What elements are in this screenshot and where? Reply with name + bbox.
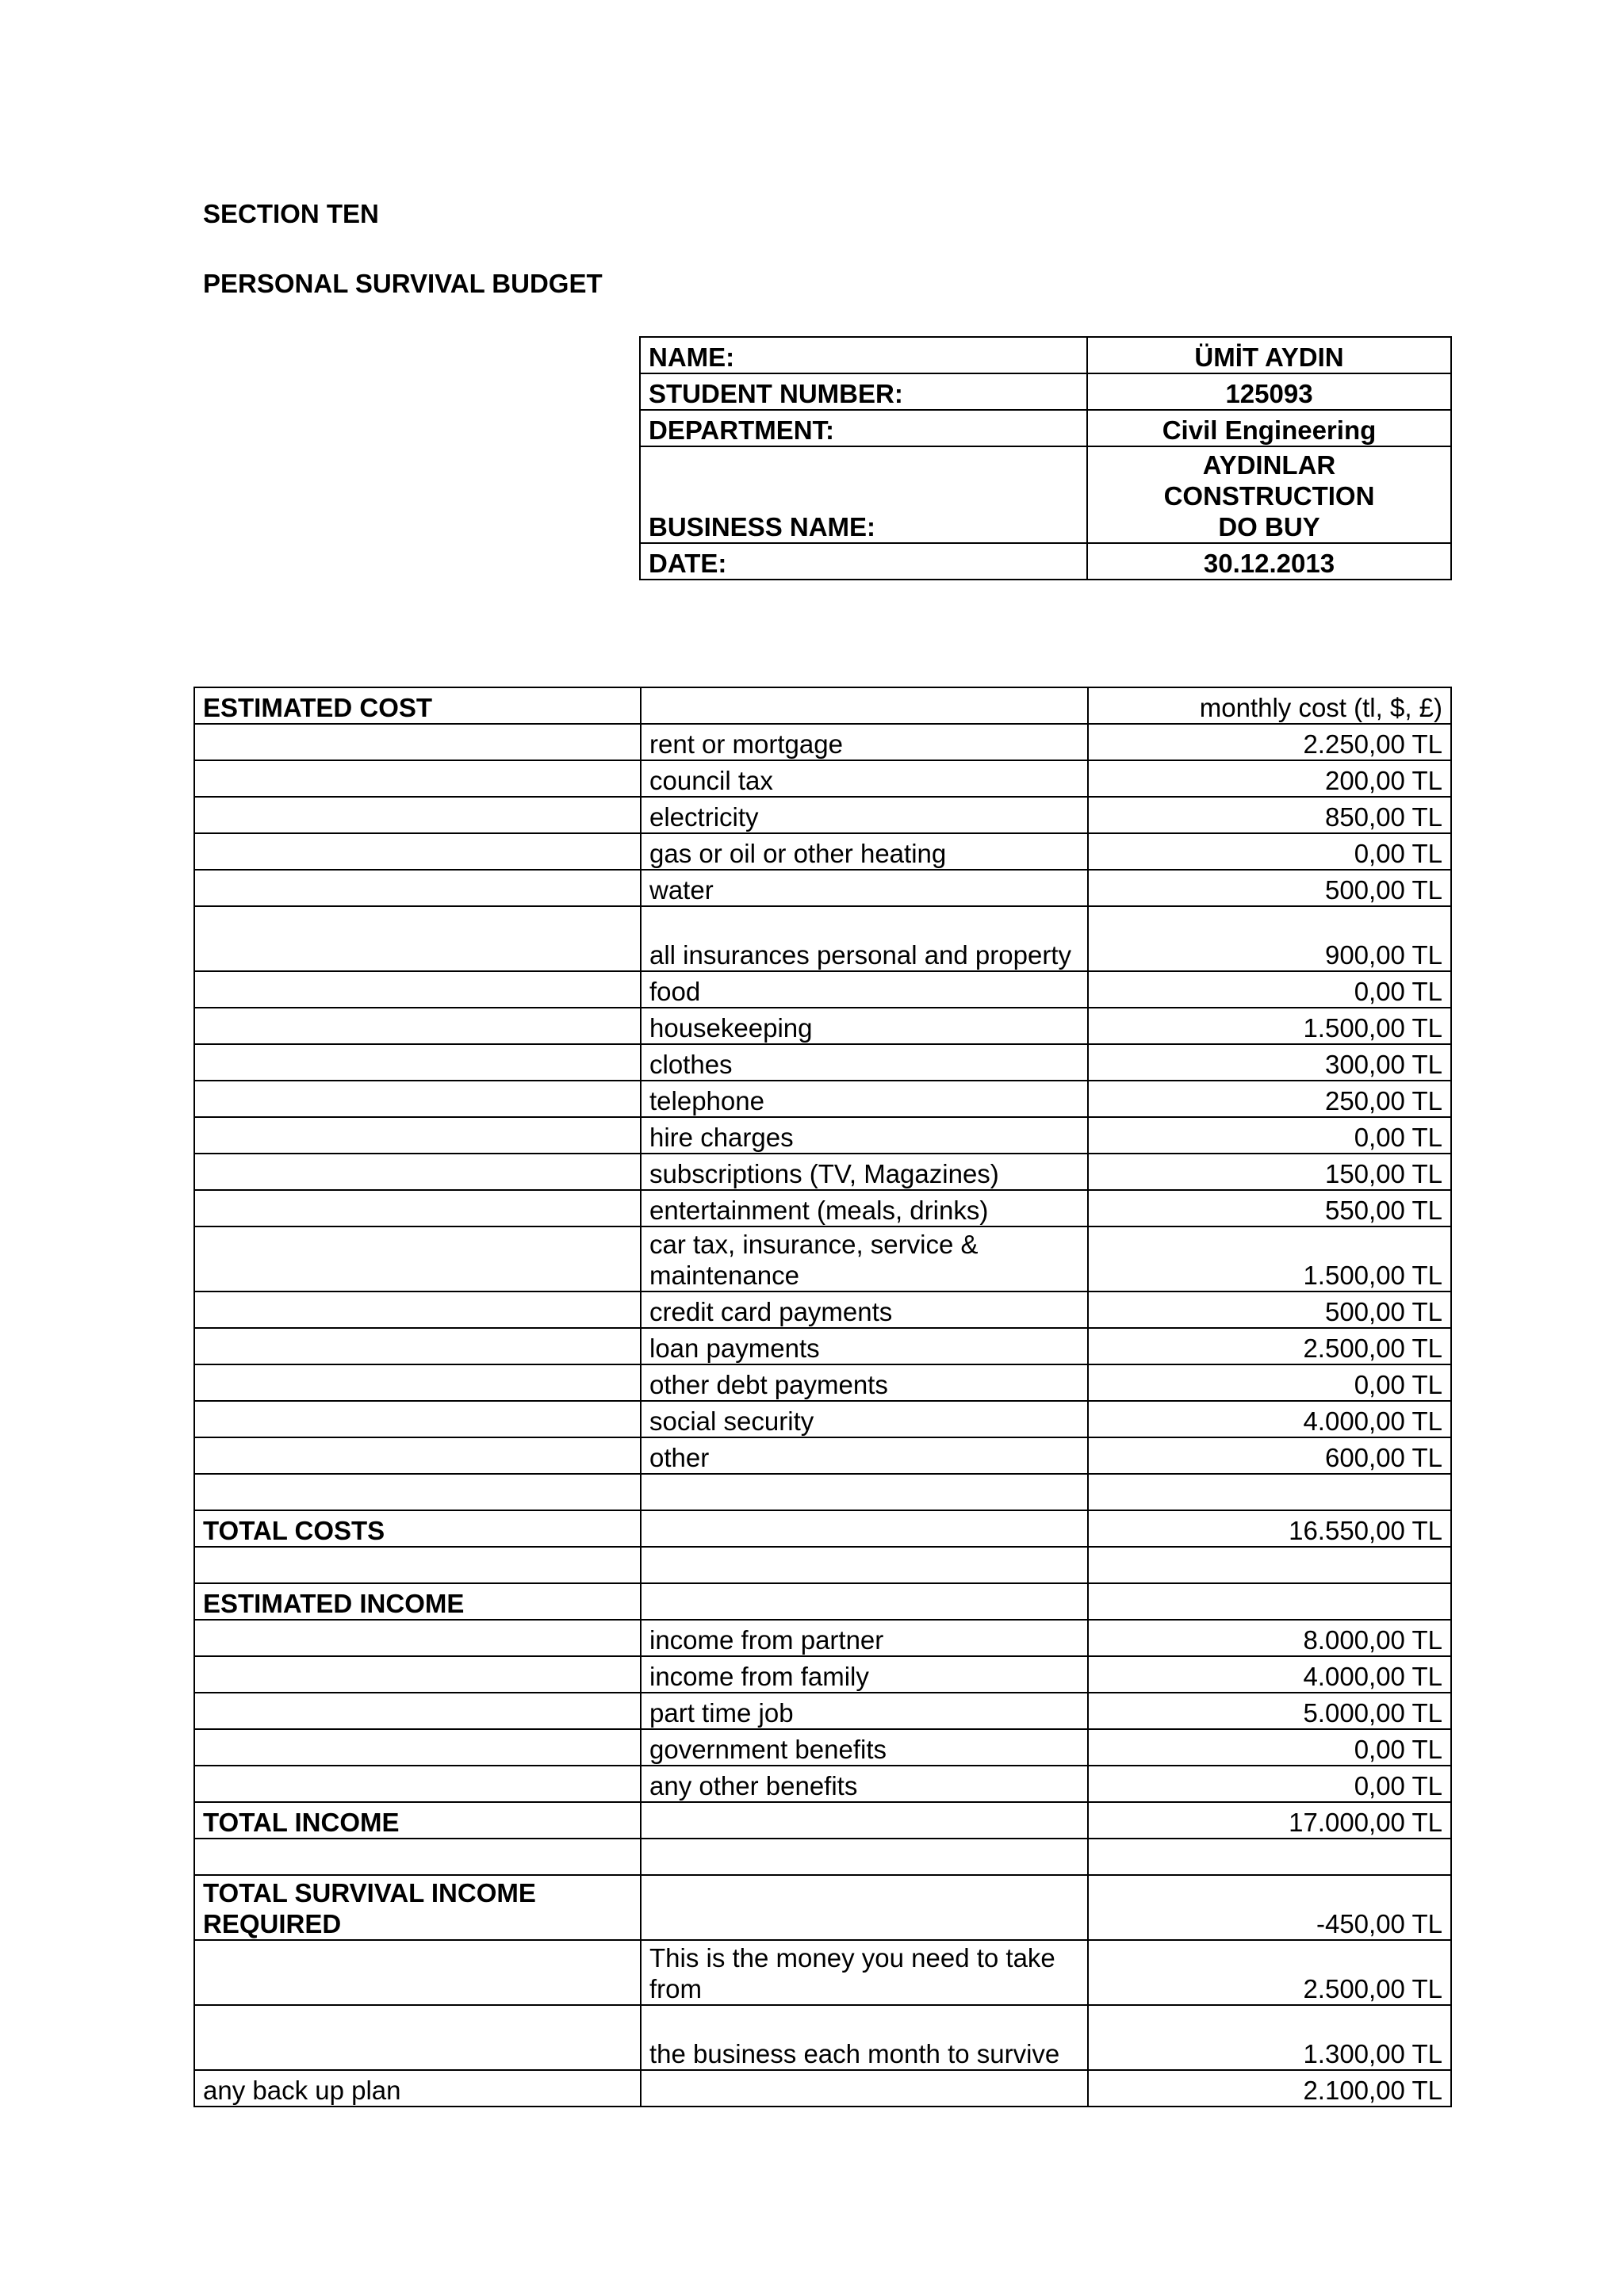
total-costs-row <box>194 1510 1451 1547</box>
income-row <box>194 1766 1451 1802</box>
date-label: DATE: <box>640 543 1087 580</box>
item-amount: 2.500,00 TL <box>1088 1328 1451 1364</box>
student-number-value: 125093 <box>1087 373 1451 410</box>
business-name-line: AYDINLAR <box>1202 450 1336 480</box>
cost-row <box>194 906 1451 971</box>
empty-cell <box>194 1154 641 1190</box>
item-label: gas or oil or other heating <box>641 833 1088 870</box>
item-amount: 4.000,00 TL <box>1088 1656 1451 1693</box>
total-survival-value: -450,00 TL <box>1088 1875 1451 1940</box>
student-number-label: STUDENT NUMBER: <box>640 373 1087 410</box>
empty-cell <box>641 687 1088 724</box>
info-row-business-name <box>640 446 1451 543</box>
money-needed-value: 2.500,00 TL <box>1088 1940 1451 2005</box>
cost-row <box>194 1292 1451 1328</box>
cost-row <box>194 1226 1451 1292</box>
item-amount: 850,00 TL <box>1088 797 1451 833</box>
empty-cell <box>641 1547 1088 1583</box>
cost-row <box>194 1364 1451 1401</box>
info-row-name <box>640 337 1451 373</box>
cost-row <box>194 1117 1451 1154</box>
estimated-income-header-row <box>194 1583 1451 1620</box>
empty-cell <box>194 1437 641 1474</box>
item-label: food <box>641 971 1088 1008</box>
item-amount: 1.500,00 TL <box>1088 1226 1451 1292</box>
estimated-cost-header-row <box>194 687 1451 724</box>
empty-cell <box>194 1008 641 1044</box>
empty-cell <box>194 1474 641 1510</box>
item-label: hire charges <box>641 1117 1088 1154</box>
item-amount: 150,00 TL <box>1088 1154 1451 1190</box>
empty-cell <box>1088 1839 1451 1875</box>
cost-row <box>194 833 1451 870</box>
info-row-date <box>640 543 1451 580</box>
item-label: subscriptions (TV, Magazines) <box>641 1154 1088 1190</box>
backup-plan-value: 2.100,00 TL <box>1088 2070 1451 2107</box>
total-costs-label: TOTAL COSTS <box>194 1510 641 1547</box>
income-row <box>194 1620 1451 1656</box>
empty-cell <box>194 1729 641 1766</box>
total-income-value: 17.000,00 TL <box>1088 1802 1451 1839</box>
empty-cell <box>194 1839 641 1875</box>
empty-cell <box>194 2005 641 2070</box>
empty-cell <box>194 760 641 797</box>
item-amount: 0,00 TL <box>1088 1117 1451 1154</box>
empty-cell <box>641 1510 1088 1547</box>
cost-row <box>194 760 1451 797</box>
empty-cell <box>1088 1547 1451 1583</box>
empty-cell <box>194 724 641 760</box>
empty-cell <box>194 833 641 870</box>
department-value: Civil Engineering <box>1087 410 1451 446</box>
cost-row <box>194 971 1451 1008</box>
cost-row <box>194 1190 1451 1226</box>
empty-cell <box>194 1693 641 1729</box>
student-info-table <box>639 336 1452 580</box>
empty-cell <box>194 1081 641 1117</box>
business-name-line: DO BUY <box>1218 512 1320 541</box>
item-label: car tax, insurance, service & maintenance <box>641 1226 1088 1292</box>
blank-row <box>194 1474 1451 1510</box>
item-label: rent or mortgage <box>641 724 1088 760</box>
cost-column-header: monthly cost (tl, $, £) <box>1088 687 1451 724</box>
item-label: telephone <box>641 1081 1088 1117</box>
cost-row <box>194 870 1451 906</box>
item-label: social security <box>641 1401 1088 1437</box>
cost-row <box>194 724 1451 760</box>
empty-cell <box>194 1620 641 1656</box>
empty-cell <box>194 1292 641 1328</box>
item-label: government benefits <box>641 1729 1088 1766</box>
item-amount: 0,00 TL <box>1088 1766 1451 1802</box>
empty-cell <box>641 1474 1088 1510</box>
item-amount: 550,00 TL <box>1088 1190 1451 1226</box>
item-label: other debt payments <box>641 1364 1088 1401</box>
item-label: credit card payments <box>641 1292 1088 1328</box>
cost-row <box>194 1328 1451 1364</box>
cost-row <box>194 1154 1451 1190</box>
business-name-label: BUSINESS NAME: <box>640 446 1087 543</box>
income-row <box>194 1729 1451 1766</box>
item-amount: 0,00 TL <box>1088 1729 1451 1766</box>
budget-table <box>193 687 1452 2107</box>
item-label: electricity <box>641 797 1088 833</box>
item-label: income from partner <box>641 1620 1088 1656</box>
business-name-line: CONSTRUCTION <box>1163 481 1375 511</box>
empty-cell <box>641 2070 1088 2107</box>
empty-cell <box>1088 1474 1451 1510</box>
item-amount: 1.500,00 TL <box>1088 1008 1451 1044</box>
item-label: all insurances personal and property <box>641 906 1088 971</box>
backup-plan-label: any back up plan <box>194 2070 641 2107</box>
empty-cell <box>194 1226 641 1292</box>
cost-row <box>194 1081 1451 1117</box>
date-value: 30.12.2013 <box>1087 543 1451 580</box>
item-amount: 200,00 TL <box>1088 760 1451 797</box>
item-amount: 0,00 TL <box>1088 971 1451 1008</box>
item-amount: 8.000,00 TL <box>1088 1620 1451 1656</box>
page-title: PERSONAL SURVIVAL BUDGET <box>203 269 603 298</box>
empty-cell <box>194 1190 641 1226</box>
item-label: entertainment (meals, drinks) <box>641 1190 1088 1226</box>
empty-cell <box>641 1875 1088 1940</box>
item-amount: 0,00 TL <box>1088 1364 1451 1401</box>
cost-row <box>194 1437 1451 1474</box>
empty-cell <box>194 870 641 906</box>
empty-cell <box>194 1766 641 1802</box>
item-label: income from family <box>641 1656 1088 1693</box>
blank-row <box>194 1839 1451 1875</box>
item-amount: 300,00 TL <box>1088 1044 1451 1081</box>
item-amount: 4.000,00 TL <box>1088 1401 1451 1437</box>
income-row <box>194 1656 1451 1693</box>
total-income-label: TOTAL INCOME <box>194 1802 641 1839</box>
empty-cell <box>641 1583 1088 1620</box>
empty-cell <box>194 1328 641 1364</box>
backup-plan-row <box>194 2070 1451 2107</box>
money-needed-row <box>194 1940 1451 2005</box>
total-costs-value: 16.550,00 TL <box>1088 1510 1451 1547</box>
empty-cell <box>1088 1583 1451 1620</box>
empty-cell <box>194 971 641 1008</box>
business-survive-value: 1.300,00 TL <box>1088 2005 1451 2070</box>
name-label: NAME: <box>640 337 1087 373</box>
empty-cell <box>194 1940 641 2005</box>
empty-cell <box>194 1044 641 1081</box>
item-amount: 500,00 TL <box>1088 870 1451 906</box>
empty-cell <box>194 1401 641 1437</box>
empty-cell <box>194 797 641 833</box>
empty-cell <box>194 1364 641 1401</box>
cost-row <box>194 797 1451 833</box>
business-name-value <box>1087 446 1451 543</box>
business-survive-row <box>194 2005 1451 2070</box>
total-survival-row <box>194 1875 1451 1940</box>
business-survive-text: the business each month to survive <box>641 2005 1088 2070</box>
item-label: other <box>641 1437 1088 1474</box>
info-row-student-number <box>640 373 1451 410</box>
info-row-department <box>640 410 1451 446</box>
total-income-row <box>194 1802 1451 1839</box>
empty-cell <box>194 906 641 971</box>
name-value: ÜMİT AYDIN <box>1087 337 1451 373</box>
item-amount: 2.250,00 TL <box>1088 724 1451 760</box>
blank-row <box>194 1547 1451 1583</box>
item-amount: 5.000,00 TL <box>1088 1693 1451 1729</box>
cost-row <box>194 1008 1451 1044</box>
department-label: DEPARTMENT: <box>640 410 1087 446</box>
item-amount: 500,00 TL <box>1088 1292 1451 1328</box>
item-label: water <box>641 870 1088 906</box>
item-amount: 600,00 TL <box>1088 1437 1451 1474</box>
cost-row <box>194 1044 1451 1081</box>
item-amount: 250,00 TL <box>1088 1081 1451 1117</box>
empty-cell <box>194 1656 641 1693</box>
item-amount: 900,00 TL <box>1088 906 1451 971</box>
item-label: housekeeping <box>641 1008 1088 1044</box>
money-needed-text: This is the money you need to take from <box>641 1940 1088 2005</box>
income-row <box>194 1693 1451 1729</box>
item-amount: 0,00 TL <box>1088 833 1451 870</box>
estimated-income-label: ESTIMATED INCOME <box>194 1583 641 1620</box>
item-label: part time job <box>641 1693 1088 1729</box>
item-label: clothes <box>641 1044 1088 1081</box>
total-survival-label: TOTAL SURVIVAL INCOME REQUIRED <box>194 1875 641 1940</box>
item-label: loan payments <box>641 1328 1088 1364</box>
estimated-cost-label: ESTIMATED COST <box>194 687 641 724</box>
item-label: any other benefits <box>641 1766 1088 1802</box>
item-label: council tax <box>641 760 1088 797</box>
empty-cell <box>194 1117 641 1154</box>
empty-cell <box>641 1802 1088 1839</box>
cost-row <box>194 1401 1451 1437</box>
section-title: SECTION TEN <box>203 199 379 228</box>
empty-cell <box>194 1547 641 1583</box>
empty-cell <box>641 1839 1088 1875</box>
